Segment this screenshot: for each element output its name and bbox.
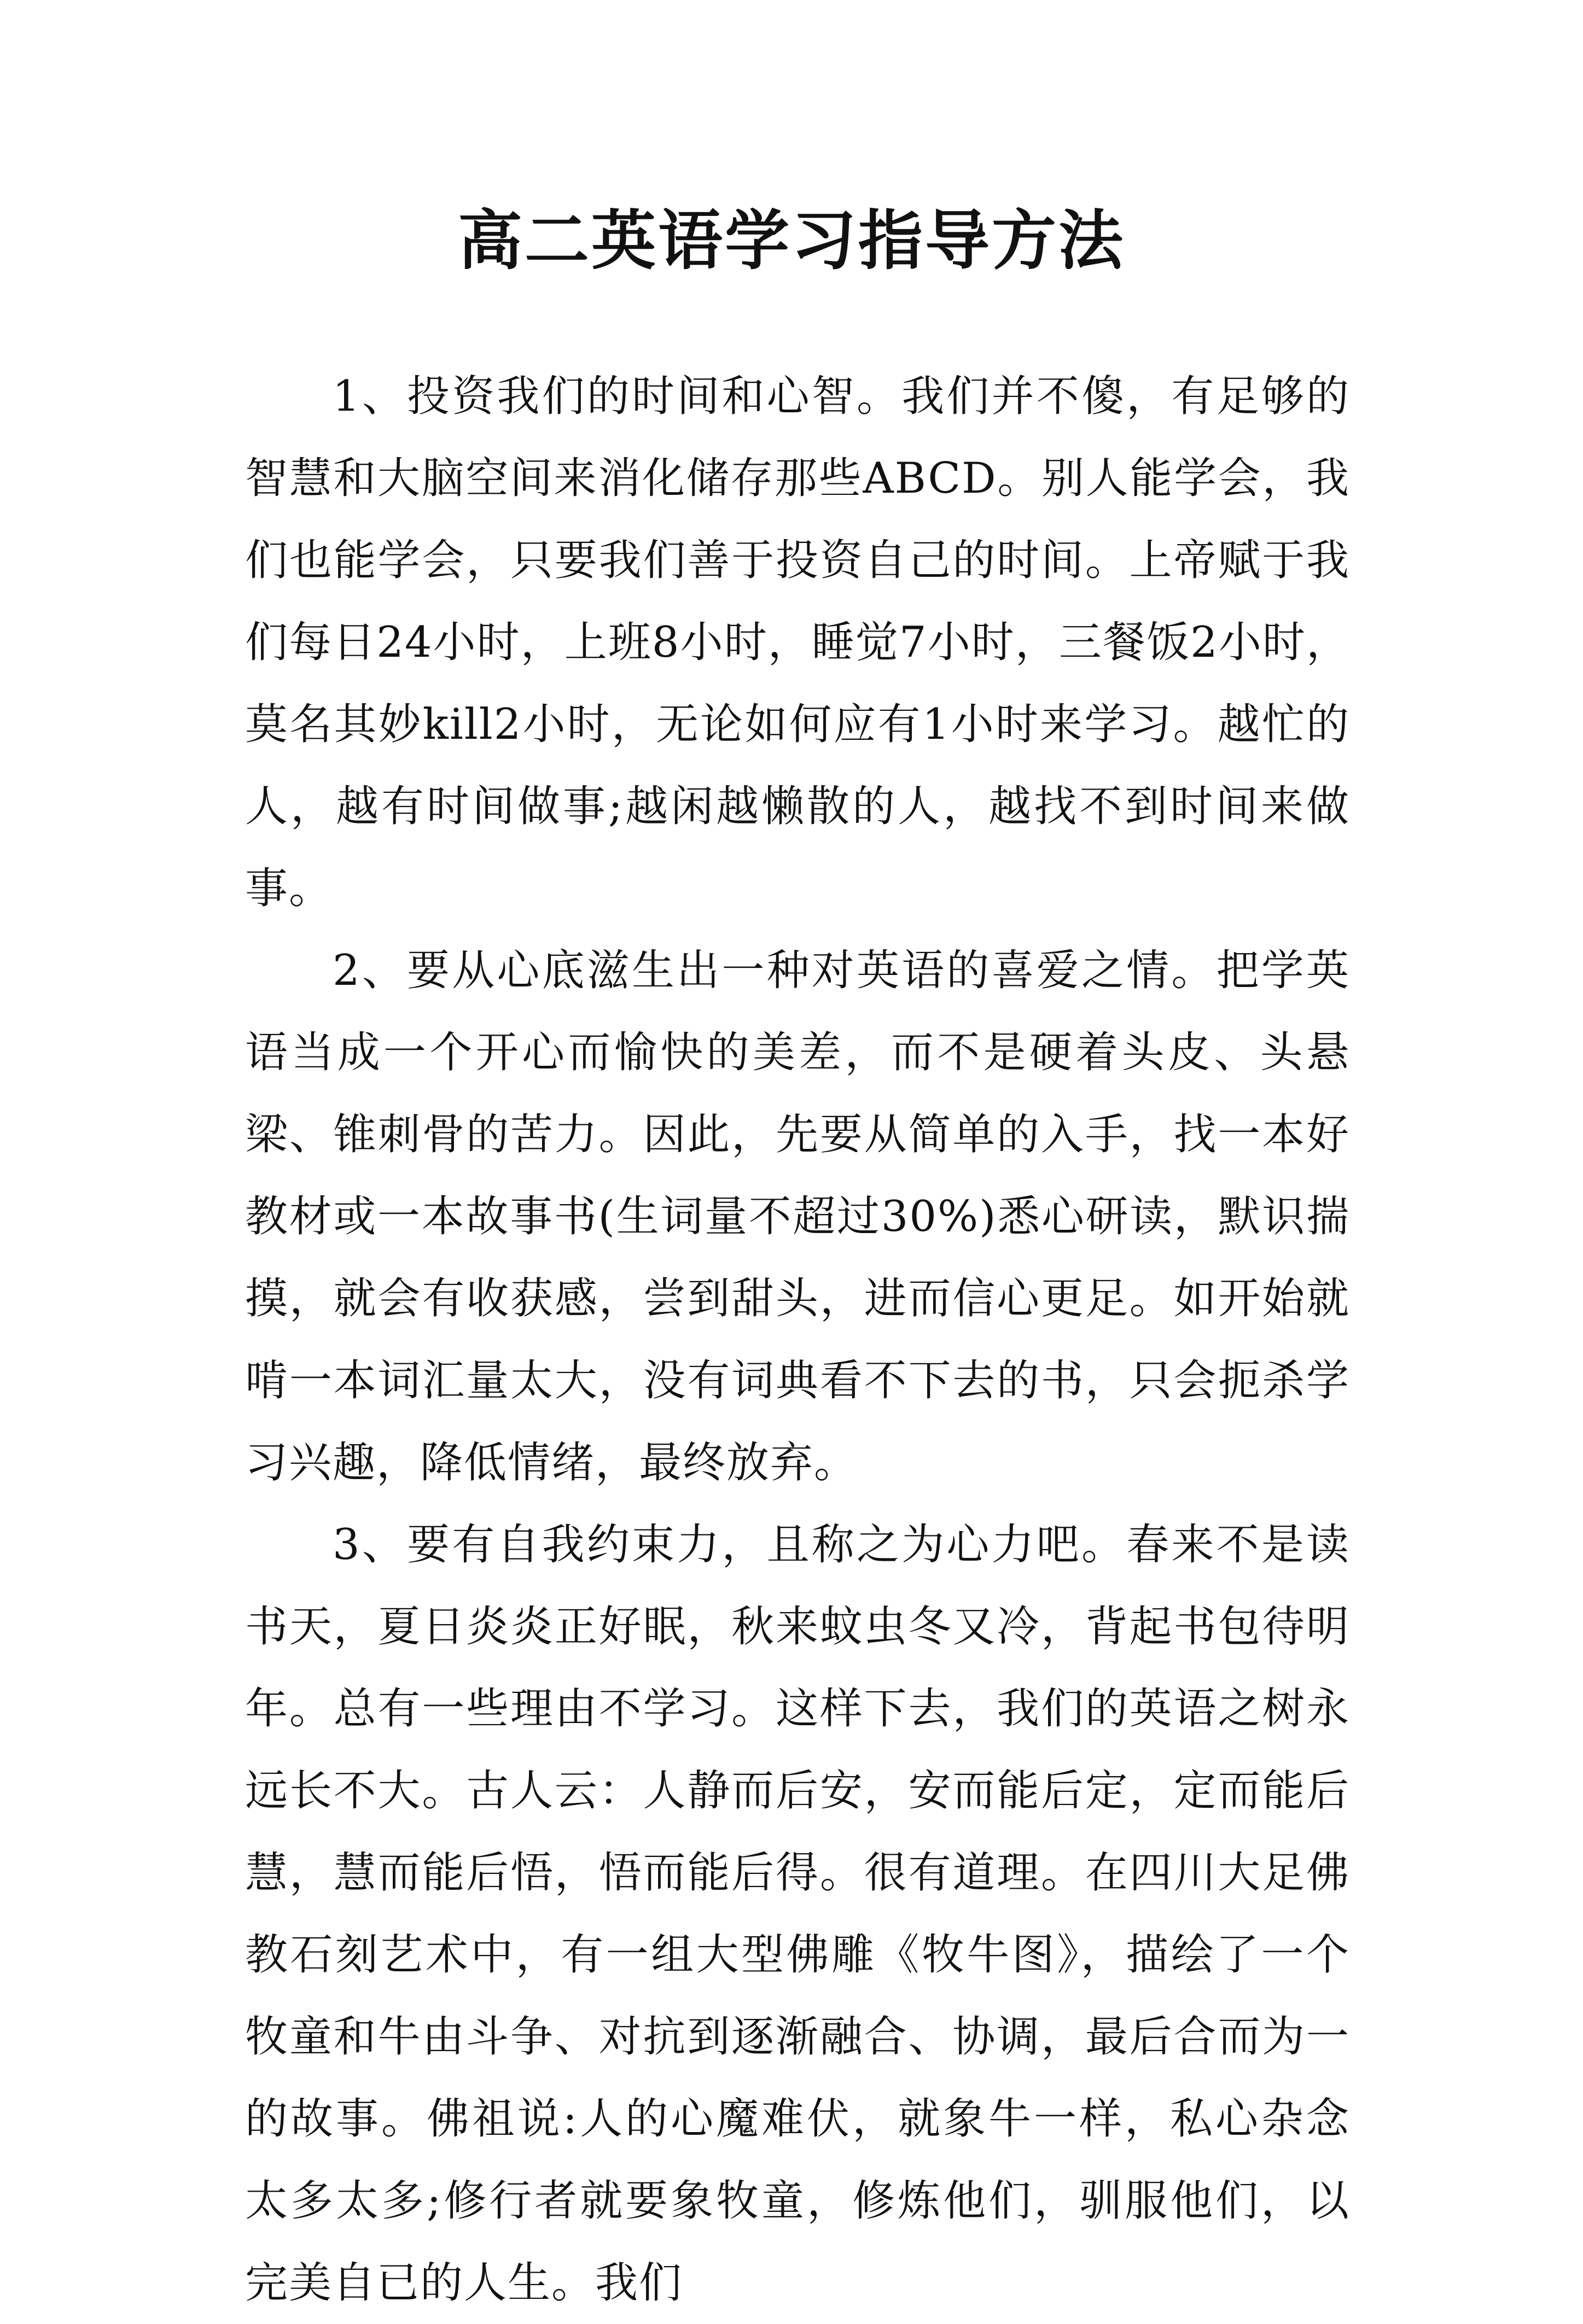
paragraph-1: 1、投资我们的时间和心智。我们并不傻，有足够的智慧和大脑空间来消化储存那些ABCD。别人能学会，我们也能学会，只要我们善于投资自己的时间。上帝赋于我们每日24小时，上班8小时，睡觉7小时，三餐饭2小时，莫名其妙kill2小时，无论如何应有1小时来学习。越忙的人，越有时间做事;越闲越懒散的人，越找不到时间来做事。 [245,372,1350,913]
paragraph-3: 3、要有自我约束力，且称之为心力吧。春来不是读书天，夏日炎炎正好眠，秋来蚊虫冬又冷，背起书包待明年。总有一些理由不学习。这样下去，我们的英语之树永远长不大。古人云：人静而后安，安而能后定，定而能后慧，慧而能后悟，悟而能后得。很有道理。在四川大足佛教石刻艺术中，有一组大型佛雕《牧牛图》，描绘了一个牧童和牛由斗争、对抗到逐渐融合、协调，最后合而为一的故事。佛祖说:人的心魔难伏，就象牛一样，私心杂念太多太多;修行者就要象牧童，修炼他们，驯服他们，以完美自已的人生。我们 [245,1520,1350,2308]
paragraph-2: 2、要从心底滋生出一种对英语的喜爱之情。把学英语当成一个开心而愉快的美差，而不是硬着头皮、头悬梁、锥刺骨的苦力。因此，先要从简单的入手，找一本好教材或一本故事书(生词量不超过30%)悉心研读，默识揣摸，就会有收获感，尝到甜头，进而信心更足。如开始就啃一本词汇量太大，没有词典看不下去的书，只会扼杀学习兴趣，降低情绪，最终放弃。 [245,946,1350,1487]
document-body [245,355,1350,2324]
document-title: 高二英语学习指导方法 [457,202,1125,278]
